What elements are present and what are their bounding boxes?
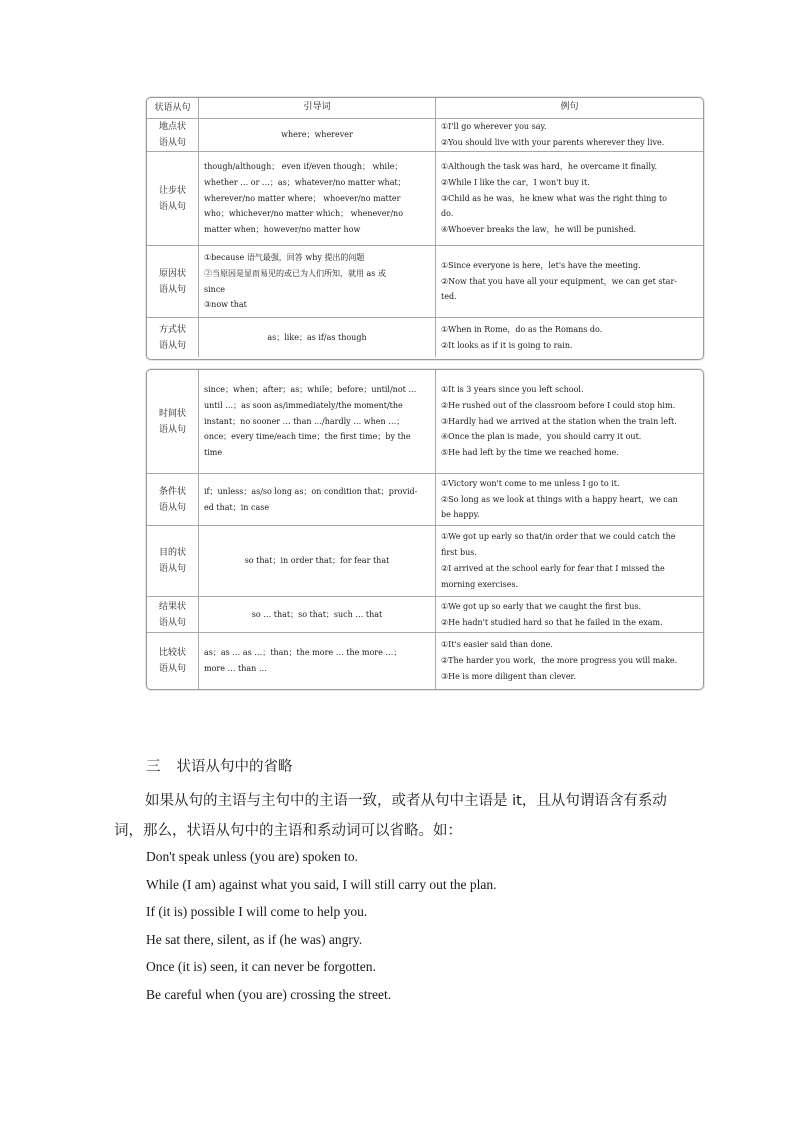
example-sentence: Don't speak unless (you are) spoken to. [146,849,359,864]
clause-type: 目的状 语从句 [147,526,199,596]
clause-type: 地点状 语从句 [147,119,199,151]
examples: ①It's easier said than done. ②The harder you work，the more progress you will make. ③He is more diligent than clever. [441,640,678,681]
conjunctions: as；as … as …；than；the more … the more …； more … than … [199,633,436,689]
table-row [147,596,703,632]
explanation-paragraph: 如果从句的主语与主句中的主语一致，或者从句中主语是 it，且从句谓语含有系动词，那么，状语从句中的主语和系动词可以省略。如： [114,793,667,839]
examples: ①Since everyone is here，let's have the meeting. ②Now that you have all your equipment，we can get star- ted. [441,260,677,302]
examples: ①We got up early so that/in order that we could catch the first bus. ②I arrived at the school early for fear that I missed the morning exercises. [441,532,676,589]
section-heading [146,755,293,776]
conjunctions: if；unless；as/so long as；on condition that；provid- ed that；in case [199,474,436,525]
table-header-row [147,98,703,118]
clause-table-2 [146,369,704,690]
example-sentence: Once (it is) seen, it can never be forgotten. [146,959,376,974]
examples: ①When in Rome，do as the Romans do. ②It looks as if it is going to rain. [441,324,603,350]
section-number: 三 [146,759,161,775]
examples: ①We got up so early that we caught the first bus. ②He hadn't studied hard so that he failed in the exam. [441,601,663,627]
table-row [147,151,703,245]
conjunctions: though/although； even if/even though； while； whether … or …；as；whatever/no matter what； wherever/no matter where； whoever/no matter who；whichever/no matter which； whenever/no matter when；however/no matter how [199,152,436,245]
clause-type: 原因状 语从句 [147,246,199,317]
clause-type: 结果状 语从句 [147,597,199,632]
conjunctions: so that；in order that；for fear that [199,526,436,596]
example-sentence: While (I am) against what you said, I will still carry out the plan. [146,877,497,892]
conjunctions: so … that；so that；such … that [199,597,436,632]
examples: ①It is 3 years since you left school. ②He rushed out of the classroom before I could stop him. ③Hardly had we arrived at the station when the train left. ④Once the plan is made，you should carry it out. ⑤He had left by the time we reached home. [441,385,677,458]
example-sentence: Be careful when (you are) crossing the street. [146,987,392,1002]
clause-type: 比较状 语从句 [147,633,199,689]
table-row [147,473,703,525]
examples: ①Although the task was hard，he overcame it finally. ②While I like the car，I won't buy it. ③Child as he was，he knew what was the right thing to do. ④Whoever breaks the law，he will be punished. [441,162,667,235]
table-row [147,525,703,596]
table-row [147,245,703,317]
conjunctions: since；when；after；as；while；before；until/not … until …；as soon as/immediately/the moment/the instant；no sooner … than …/hardly … when …； once；every time/each time；the first time；by the time [199,370,436,473]
clause-type: 条件状 语从句 [147,474,199,525]
clause-type: 方式状 语从句 [147,318,199,357]
clause-table-1 [146,97,704,360]
table-row [147,317,703,357]
header-clause-type: 状语从句 [147,98,199,118]
examples: ①Victory won't come to me unless I go to it. ②So long as we look at things with a happy heart，we can be happy. [441,478,678,520]
header-examples: 例句 [560,102,579,113]
conjunctions: ①because 语气最强，回答 why 提出的问题 ②当原因是显而易见的或已为人们所知，就用 as 或 since ③now that [199,246,436,317]
table-row [147,632,703,689]
example-sentence: If (it is) possible I will come to help you. [146,904,368,919]
table-row [147,118,703,151]
examples: ①I'll go wherever you say. ②You should live with your parents wherever they live. [441,122,665,147]
table-row [147,370,703,473]
clause-type: 让步状 语从句 [147,152,199,245]
section-title: 状语从句中的省略 [176,759,293,775]
conjunctions: as；like；as if/as though [199,318,436,357]
header-conjunctions: 引导词 [199,98,436,118]
clause-type: 时间状 语从句 [147,370,199,473]
conjunctions: where；wherever [199,119,436,151]
example-sentence: He sat there, silent, as if (he was) angry. [146,932,363,947]
